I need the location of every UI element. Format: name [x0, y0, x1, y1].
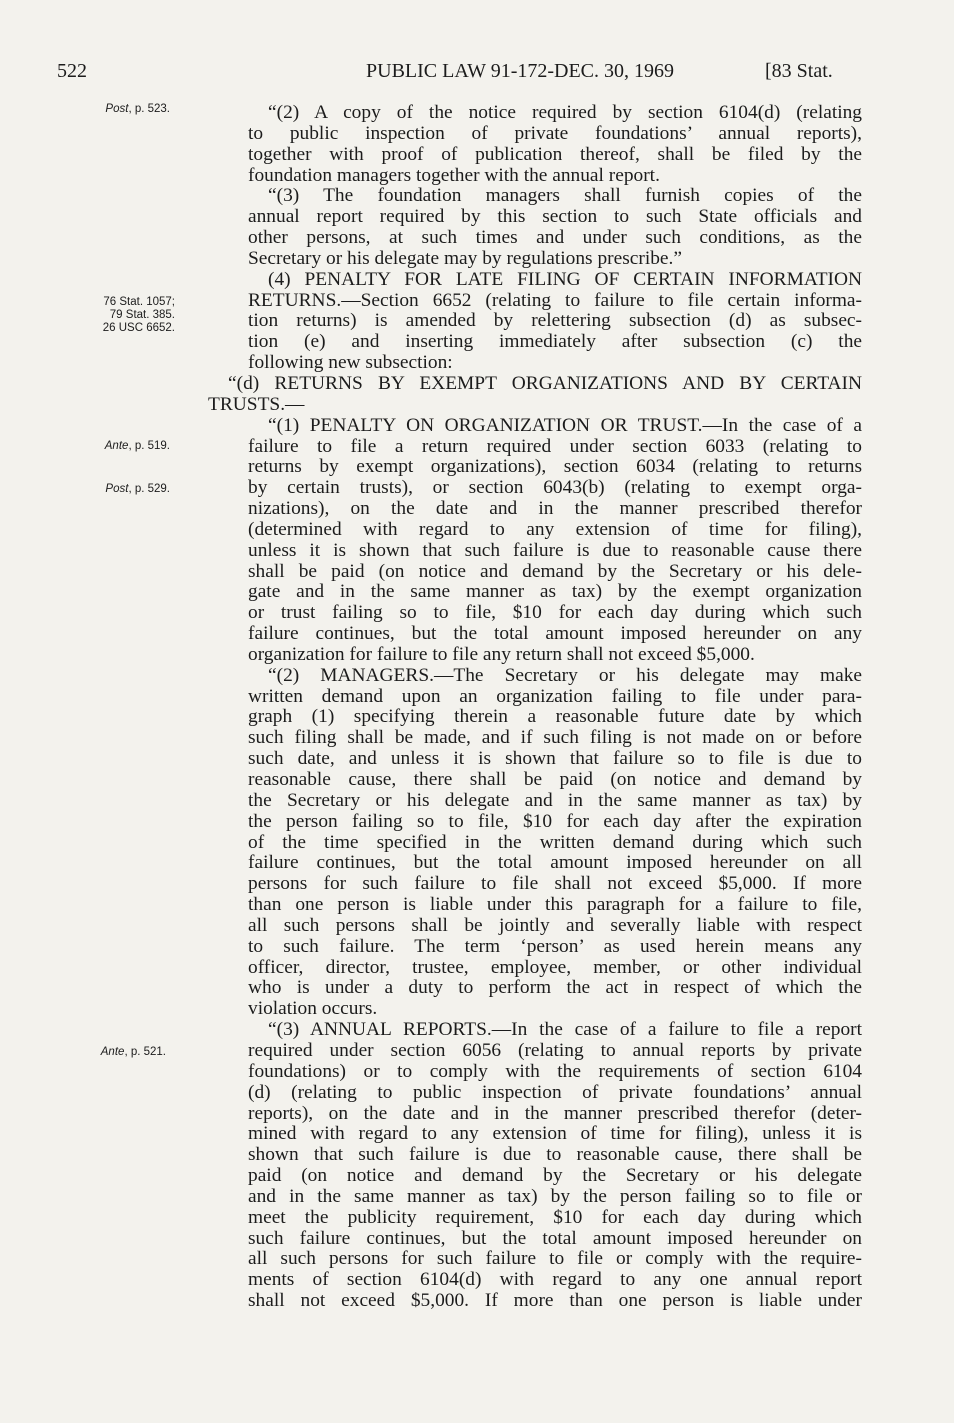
text-line: or trust failing so to file, $10 for each day during which such [248, 603, 862, 624]
text-line: failure continues, but the total amount imposed hereunder on all [248, 853, 862, 874]
text-line: tion returns) is amended by relettering subsection (d) as subsec- [248, 311, 862, 332]
statute-text [208, 103, 862, 1312]
text-line: “(1) PENALTY ON ORGANIZATION OR TRUST.—In the case of a [268, 415, 862, 436]
text-line: together with proof of publication thereof, shall be filed by the [248, 144, 862, 165]
text-line: such date, and unless it is shown that failure so to file is due to [248, 749, 862, 770]
text-line: shown that such failure is due to reasonable cause, there shall be [248, 1145, 862, 1166]
text-line: shall be paid (on notice and demand by the Secretary or his dele- [248, 561, 862, 582]
text-line: of the time specified in the written demand during which such [248, 832, 862, 853]
text-line: all such persons for such failure to file or comply with the require- [248, 1249, 862, 1270]
text-line: than one person is liable under this paragraph for a failure to file, [248, 895, 862, 916]
text-line: returns by exempt organizations), section 6034 (relating to returns [248, 457, 862, 478]
text-line: graph (1) specifying therein a reasonable future date by which [248, 707, 862, 728]
text-line: RETURNS.—Section 6652 (relating to failure to file certain informa- [248, 290, 862, 311]
text-line: meet the publicity requirement, $10 for each day during which [248, 1207, 862, 1228]
page-number: 522 [57, 60, 87, 82]
statute-volume: [83 Stat. [765, 60, 833, 82]
text-line: the Secretary or his delegate and in the same manner as tax) by [248, 790, 862, 811]
text-line: violation occurs. [248, 999, 378, 1020]
text-line: paid (on notice and demand by the Secretary or his delegate [248, 1166, 862, 1187]
text-line: ments of section 6104(d) with regard to any one annual report [248, 1270, 862, 1291]
text-line: annual report required by this section to such State officials and [248, 207, 862, 228]
text-line: persons for such failure to file shall not exceed $5,000. If more [248, 874, 862, 895]
running-title: PUBLIC LAW 91-172-DEC. 30, 1969 [366, 60, 675, 82]
text-line: failure to file a return required under section 6033 (relating to [248, 436, 862, 457]
text-line: organization for failure to file any return shall not exceed $5,000. [248, 644, 755, 665]
text-line: “(3) The foundation managers shall furnish copies of the [268, 186, 862, 207]
margin-note-post-523: Post, p. 523. [105, 103, 170, 115]
text-line: who is under a duty to perform the act in respect of which the [248, 978, 862, 999]
text-line: “(d) RETURNS BY EXEMPT ORGANIZATIONS AND BY CERTAIN [228, 373, 862, 394]
text-line: written demand upon an organization failing to file under para- [248, 686, 862, 707]
text-line: foundation managers together with the annual report. [248, 165, 660, 186]
text-line: reasonable cause, there shall be paid (on notice and demand by [248, 770, 862, 790]
text-line: (d) (relating to public inspection of private foundations’ annual [248, 1082, 862, 1103]
text-line: foundations) or to comply with the requirements of section 6104 [248, 1061, 862, 1082]
text-line: “(3) ANNUAL REPORTS.—In the case of a failure to file a report [268, 1020, 862, 1041]
text-line: tion (e) and inserting immediately after subsection (c) the [248, 332, 862, 353]
text-line: and in the same manner as tax) by the person failing so to file or [248, 1186, 862, 1207]
text-line: nizations), on the date and in the manner prescribed therefor [248, 499, 862, 520]
text-line: to such failure. The term ‘person’ as used herein means any [248, 936, 862, 957]
text-line: unless it is shown that such failure is due to reasonable cause there [248, 540, 862, 561]
text-line: required under section 6056 (relating to annual reports by private [248, 1040, 862, 1061]
margin-note-ante-519: Ante, p. 519. [104, 440, 170, 452]
text-line: (determined with regard to any extension of time for filing), [248, 519, 862, 540]
text-line: such failure continues, but the total amount imposed hereunder on [248, 1228, 862, 1249]
text-line: to public inspection of private foundations’ annual reports), [248, 123, 862, 144]
text-line: such filing shall be made, and if such filing is not made on or before [248, 728, 862, 749]
text-line: reports), on the date and in the manner prescribed therefor (deter- [248, 1103, 862, 1124]
text-line: by certain trusts), or section 6043(b) (relating to exempt orga- [248, 478, 862, 499]
text-line: the person failing so to file, $10 for each day after the expiration [248, 811, 862, 832]
text-line: Secretary or his delegate may by regulations prescribe.” [248, 248, 682, 269]
text-line: officer, director, trustee, employee, member, or other individual [248, 957, 862, 978]
text-line: TRUSTS.— [208, 394, 305, 415]
margin-note-citations: 76 Stat. 1057; 79 Stat. 385. 26 USC 6652. [102, 296, 175, 334]
text-line: “(2) MANAGERS.—The Secretary or his delegate may make [268, 665, 862, 686]
text-line: “(2) A copy of the notice required by section 6104(d) (relating [268, 103, 862, 123]
text-line: following new subsection: [248, 353, 453, 374]
text-line: other persons, at such times and under such conditions, as the [248, 228, 862, 249]
text-line: gate and in the same manner as tax) by the exempt organization [248, 582, 862, 603]
text-line: (4) PENALTY FOR LATE FILING OF CERTAIN INFORMATION [268, 269, 862, 290]
text-line: shall not exceed $5,000. If more than one person is liable under [248, 1291, 862, 1312]
text-line: mined with regard to any extension of time for filing), unless it is [248, 1124, 862, 1145]
text-line: all such persons shall be jointly and severally liable with respect [248, 915, 862, 936]
margin-note-ante-521: Ante, p. 521. [100, 1046, 166, 1058]
margin-note-post-529: Post, p. 529. [105, 483, 170, 495]
text-line: failure continues, but the total amount imposed hereunder on any [248, 624, 862, 645]
